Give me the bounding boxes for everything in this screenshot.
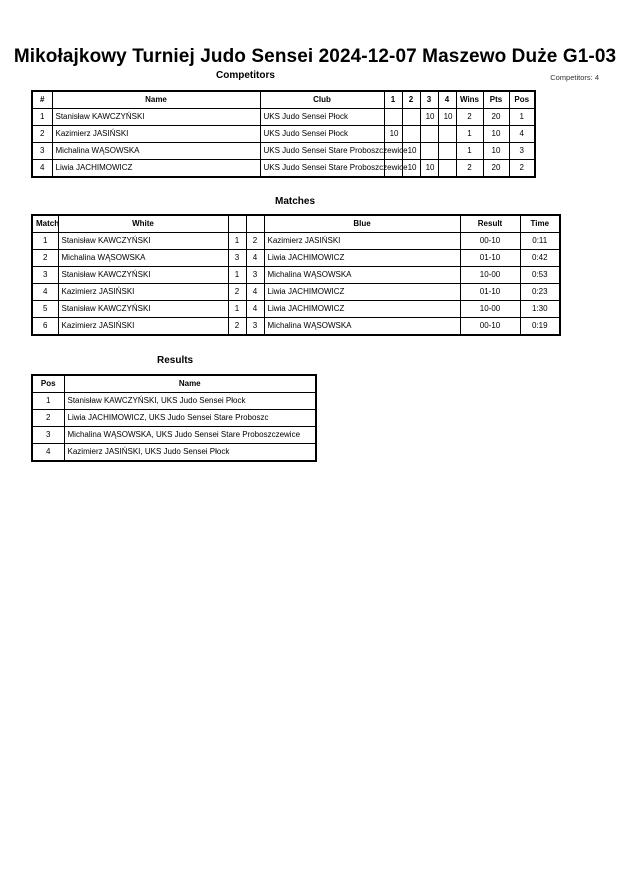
table-cell: 1 — [228, 233, 246, 250]
table-cell: 3 — [228, 250, 246, 267]
table-cell: 10 — [420, 160, 438, 178]
table-cell: 01-10 — [460, 250, 520, 267]
table-cell: Liwia JACHIMOWICZ — [264, 250, 460, 267]
table-cell: 00-10 — [460, 233, 520, 250]
matches-table — [31, 214, 561, 336]
header-blue: Blue — [264, 215, 460, 233]
table-cell: Michalina WĄSOWSKA — [58, 250, 228, 267]
table-cell: 1 — [456, 126, 483, 143]
header-result: Result — [460, 215, 520, 233]
header-time: Time — [520, 215, 560, 233]
table-cell: Stanisław KAWCZYŃSKI — [58, 267, 228, 284]
table-cell: Liwia JACHIMOWICZ — [264, 301, 460, 318]
table-cell: Stanisław KAWCZYŃSKI — [58, 233, 228, 250]
competitors-header-cell: 1 — [384, 91, 402, 109]
table-cell: 2 — [32, 126, 52, 143]
table-cell: 10 — [483, 126, 509, 143]
table-cell: 2 — [32, 410, 64, 427]
competitors-header-cell: 4 — [438, 91, 456, 109]
table-cell — [402, 126, 420, 143]
table-cell: Kazimierz JASIŃSKI — [264, 233, 460, 250]
table-cell: 2 — [246, 233, 264, 250]
table-row — [32, 393, 316, 410]
table-cell: UKS Judo Sensei Płock — [260, 126, 384, 143]
table-cell: 10 — [384, 126, 402, 143]
header-blank-1 — [228, 215, 246, 233]
table-cell: UKS Judo Sensei Stare Proboszczewice — [260, 160, 384, 178]
table-cell: 2 — [509, 160, 535, 178]
table-cell: Kazimierz JASIŃSKI — [52, 126, 260, 143]
table-cell: 10 — [420, 109, 438, 126]
table-cell: 4 — [32, 444, 64, 462]
table-row — [32, 427, 316, 444]
table-cell: Michalina WĄSOWSKA, UKS Judo Sensei Stare Proboszczewice — [64, 427, 316, 444]
table-cell: 2 — [456, 109, 483, 126]
table-row — [32, 250, 560, 267]
table-cell: Kazimierz JASIŃSKI, UKS Judo Sensei Płock — [64, 444, 316, 462]
table-cell — [420, 126, 438, 143]
table-cell: 2 — [32, 250, 58, 267]
table-cell — [438, 143, 456, 160]
table-cell: 3 — [32, 427, 64, 444]
table-cell: 5 — [32, 301, 58, 318]
table-cell: 10 — [438, 109, 456, 126]
table-row — [32, 143, 535, 160]
table-cell — [402, 109, 420, 126]
table-cell: 4 — [246, 250, 264, 267]
table-cell: Stanisław KAWCZYŃSKI — [52, 109, 260, 126]
table-cell: 0:42 — [520, 250, 560, 267]
table-cell: Michalina WĄSOWSKA — [264, 318, 460, 336]
competitors-header-cell: Name — [52, 91, 260, 109]
table-cell: 1 — [228, 267, 246, 284]
table-cell: 3 — [32, 143, 52, 160]
competitors-table — [31, 90, 536, 178]
table-cell: 0:53 — [520, 267, 560, 284]
table-cell: 10 — [402, 143, 420, 160]
table-cell: 2 — [228, 284, 246, 301]
table-cell: 1 — [32, 109, 52, 126]
table-cell: Stanisław KAWCZYŃSKI — [58, 301, 228, 318]
table-row — [32, 318, 560, 336]
competitors-header-cell: Club — [260, 91, 384, 109]
table-cell: 4 — [32, 160, 52, 178]
table-cell: 1 — [32, 233, 58, 250]
table-cell: 1 — [456, 143, 483, 160]
header-name: Name — [64, 375, 316, 393]
competitors-header-cell: Pos — [509, 91, 535, 109]
table-cell: 0:19 — [520, 318, 560, 336]
table-cell: Michalina WĄSOWSKA — [52, 143, 260, 160]
table-cell: Kazimierz JASIŃSKI — [58, 284, 228, 301]
table-cell: 2 — [228, 318, 246, 336]
table-cell: 4 — [509, 126, 535, 143]
table-cell: 01-10 — [460, 284, 520, 301]
table-cell: 1 — [509, 109, 535, 126]
table-cell: 10 — [483, 143, 509, 160]
table-cell: Stanisław KAWCZYŃSKI, UKS Judo Sensei Płock — [64, 393, 316, 410]
competitors-header-cell: 3 — [420, 91, 438, 109]
table-row — [32, 109, 535, 126]
table-cell: 10 — [402, 160, 420, 178]
table-cell: UKS Judo Sensei Płock — [260, 109, 384, 126]
table-cell: Liwia JACHIMOWICZ — [52, 160, 260, 178]
table-row — [32, 301, 560, 318]
competitors-header-cell: Wins — [456, 91, 483, 109]
competitors-header-cell: # — [32, 91, 52, 109]
matches-heading: Matches — [275, 196, 316, 207]
table-cell: 3 — [32, 267, 58, 284]
table-cell — [438, 126, 456, 143]
document-title: Mikołajkowy Turniej Judo Sensei 2024-12-07 Maszewo Duże G1-03 — [13, 46, 617, 67]
table-cell: Liwia JACHIMOWICZ — [264, 284, 460, 301]
table-cell: 3 — [509, 143, 535, 160]
table-cell: 3 — [246, 267, 264, 284]
table-cell: Michalina WĄSOWSKA — [264, 267, 460, 284]
table-cell: 10-00 — [460, 267, 520, 284]
table-cell: 3 — [246, 318, 264, 336]
table-cell: 00-10 — [460, 318, 520, 336]
table-cell: 4 — [32, 284, 58, 301]
table-row — [32, 126, 535, 143]
table-cell: 2 — [456, 160, 483, 178]
competitors-heading: Competitors — [216, 70, 275, 81]
header-blank-2 — [246, 215, 264, 233]
matches-header-row — [32, 215, 560, 233]
table-cell — [438, 160, 456, 178]
competitor-count: Competitors: 4 — [550, 73, 599, 82]
table-cell: 6 — [32, 318, 58, 336]
table-cell: 4 — [246, 284, 264, 301]
table-cell: 1 — [228, 301, 246, 318]
table-cell: 20 — [483, 109, 509, 126]
table-cell: 0:23 — [520, 284, 560, 301]
table-cell: Liwia JACHIMOWICZ, UKS Judo Sensei Stare Proboszc — [64, 410, 316, 427]
table-row — [32, 444, 316, 462]
table-cell: 1:30 — [520, 301, 560, 318]
table-cell: 4 — [246, 301, 264, 318]
table-cell: 10-00 — [460, 301, 520, 318]
table-cell: 0:11 — [520, 233, 560, 250]
competitors-header-row — [32, 91, 535, 109]
table-row — [32, 284, 560, 301]
header-white: White — [58, 215, 228, 233]
header-pos: Pos — [32, 375, 64, 393]
table-row — [32, 267, 560, 284]
competitors-header-cell: 2 — [402, 91, 420, 109]
results-header-row — [32, 375, 316, 393]
table-row — [32, 160, 535, 178]
table-row — [32, 410, 316, 427]
table-row — [32, 233, 560, 250]
table-cell: 1 — [32, 393, 64, 410]
table-cell: Kazimierz JASIŃSKI — [58, 318, 228, 336]
table-cell — [384, 109, 402, 126]
results-heading: Results — [157, 355, 194, 366]
table-cell: 20 — [483, 160, 509, 178]
results-table — [31, 374, 317, 462]
table-cell: UKS Judo Sensei Stare Proboszczewice — [260, 143, 384, 160]
header-match: Match — [32, 215, 58, 233]
competitors-header-cell: Pts — [483, 91, 509, 109]
table-cell — [420, 143, 438, 160]
